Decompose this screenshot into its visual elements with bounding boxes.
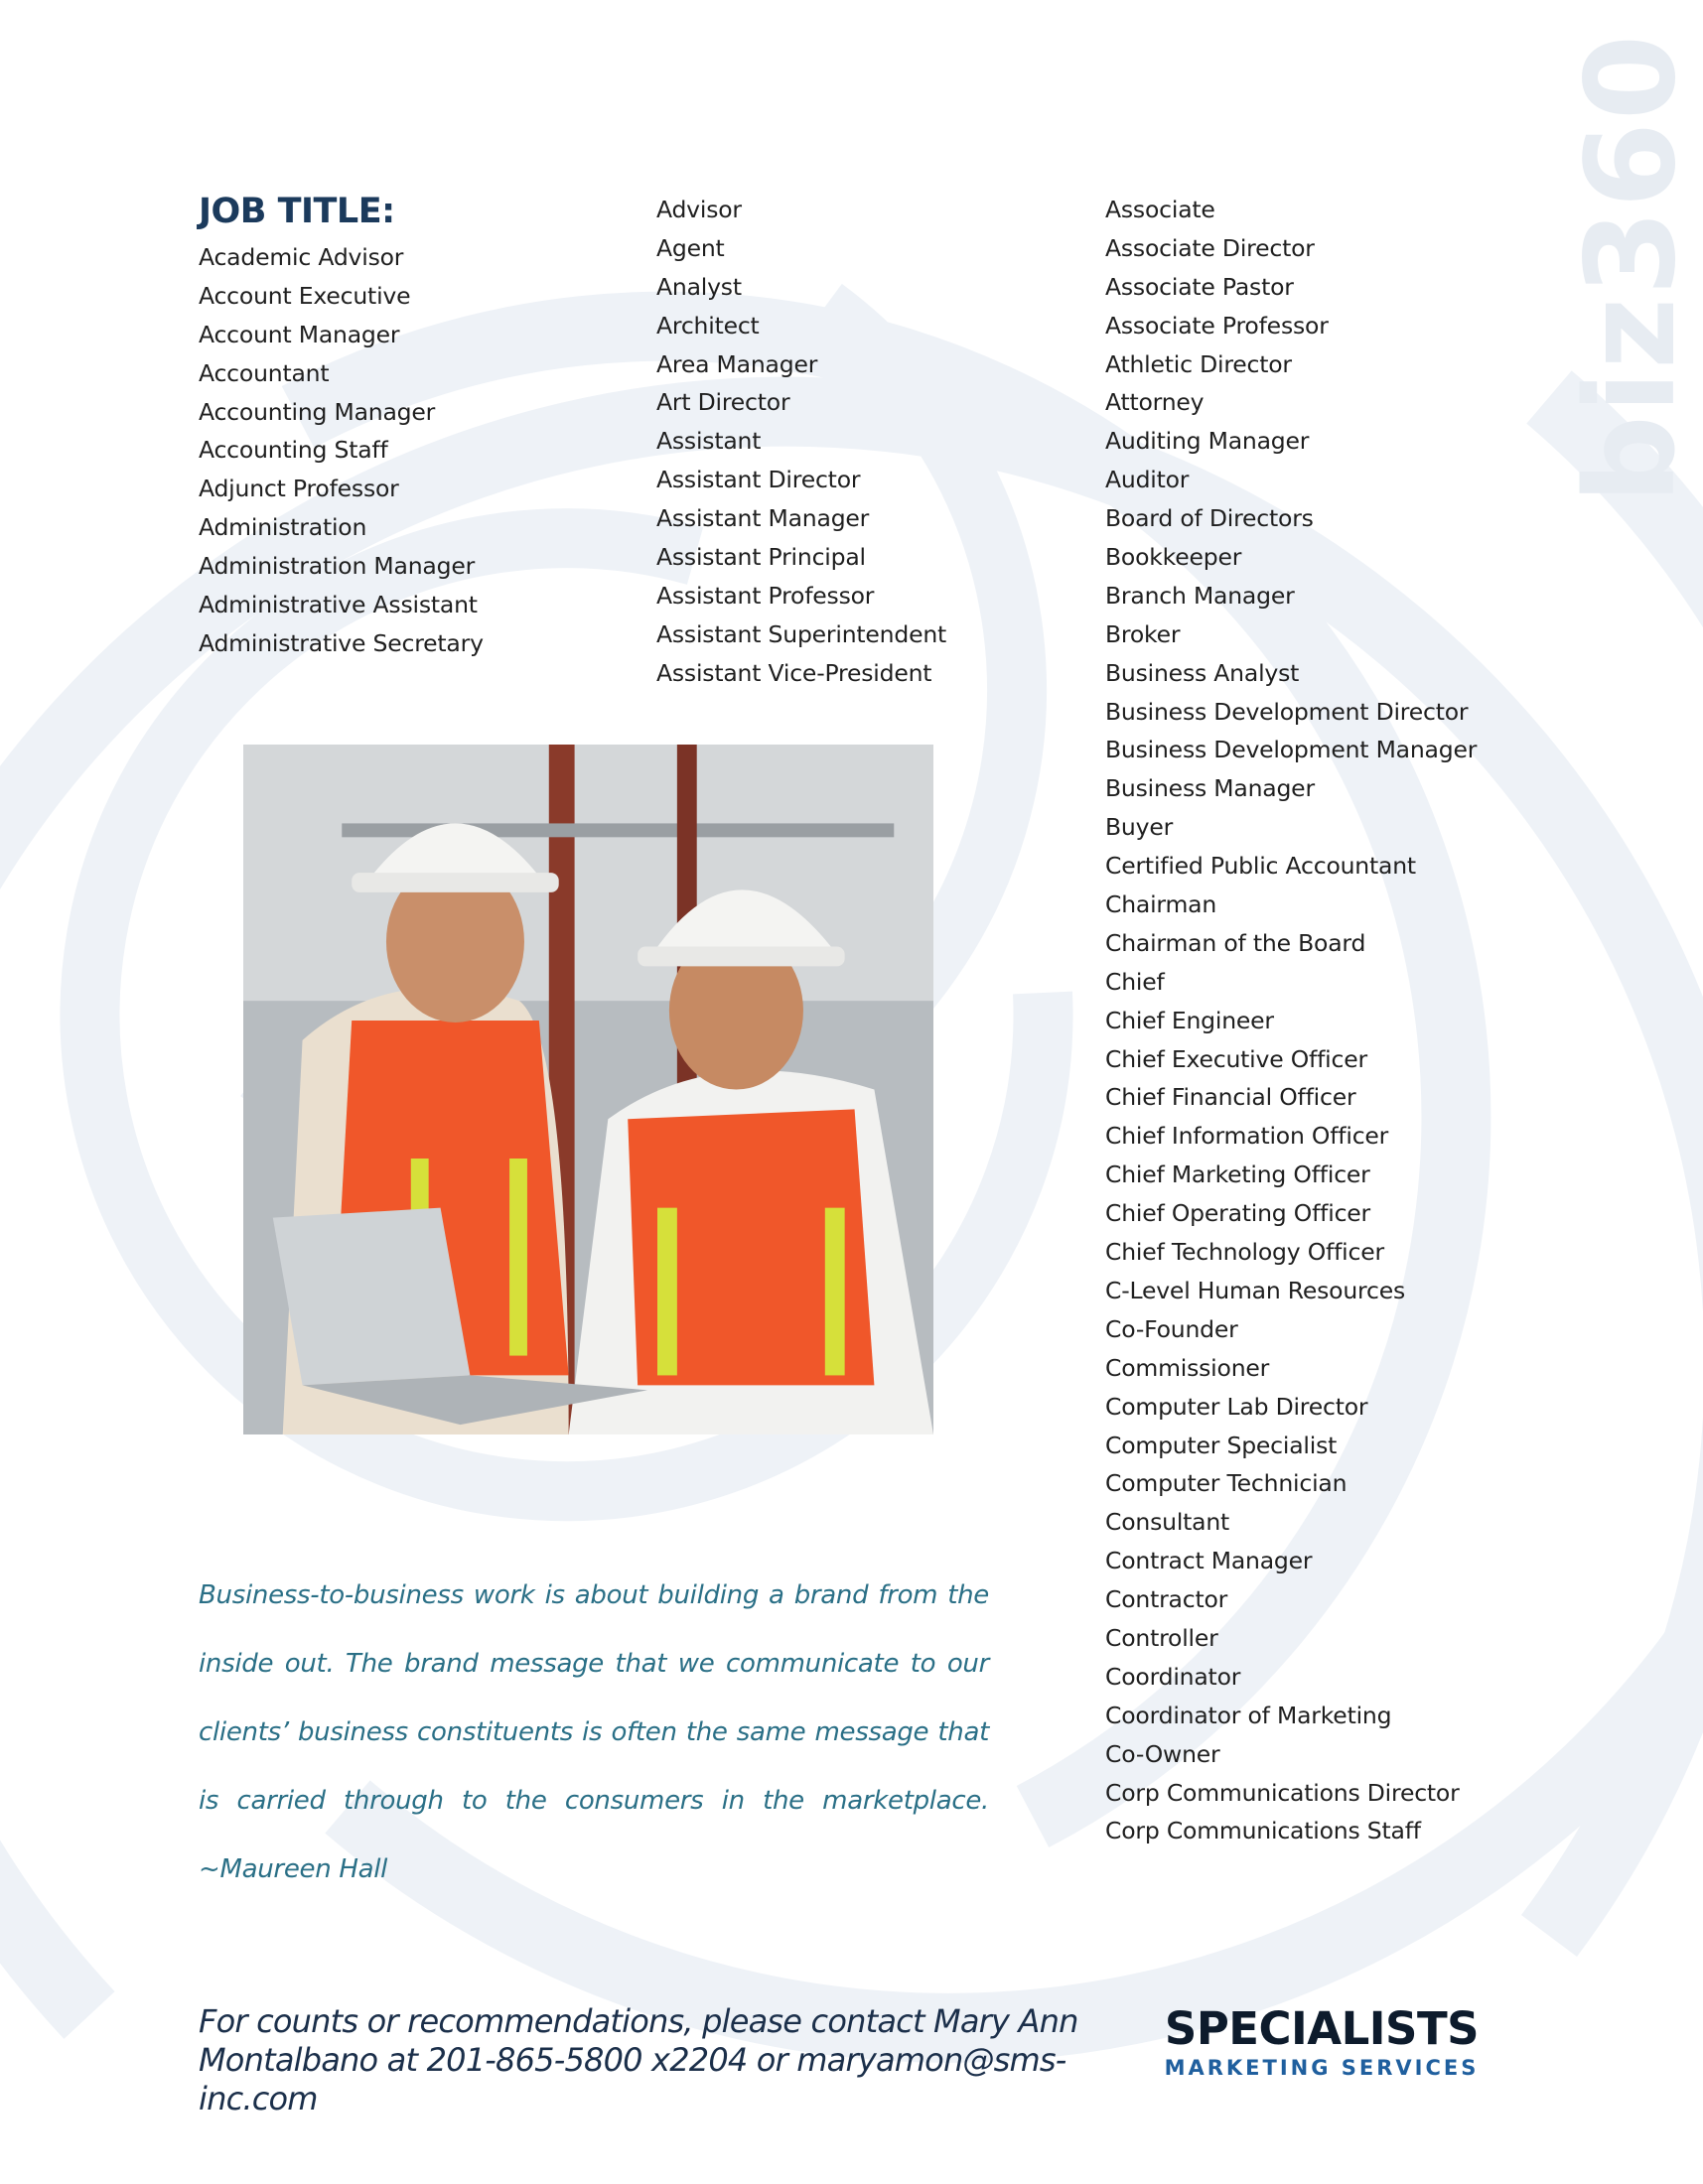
job-title-item: Assistant Superintendent — [656, 619, 947, 648]
job-title-item: Accounting Staff — [199, 436, 388, 465]
watermark-text: biz360 — [1559, 32, 1703, 504]
job-title-item: Controller — [1105, 1623, 1218, 1652]
job-title-item: Chief Marketing Officer — [1105, 1160, 1370, 1189]
job-title-item: Art Director — [656, 388, 790, 417]
job-title-item: Broker — [1105, 619, 1181, 648]
job-title-item: Consultant — [1105, 1508, 1230, 1537]
engineers-photo — [243, 745, 933, 1434]
job-title-item: Assistant — [656, 427, 762, 456]
job-title-item: Assistant Vice-President — [656, 658, 932, 687]
job-title-item: Corp Communications Director — [1105, 1778, 1460, 1807]
job-title-item: Architect — [656, 311, 760, 340]
testimonial-quote: Business-to-business work is about building a brand from the inside out. The brand message that we communicate to our clients’ business constituents is often the same message that is carried through to the consumers in the marketplace. ~Maureen Hall — [199, 1580, 989, 1884]
job-title-column-3 — [1105, 191, 1477, 1850]
job-title-item: C-Level Human Resources — [1105, 1276, 1406, 1304]
job-title-item: Bookkeeper — [1105, 543, 1242, 572]
job-title-item: Chief — [1105, 967, 1165, 996]
job-title-item: Coordinator — [1105, 1662, 1241, 1691]
job-title-column-2 — [656, 191, 946, 693]
job-title-item: Commissioner — [1105, 1353, 1270, 1382]
job-title-item: Chief Information Officer — [1105, 1122, 1389, 1151]
job-title-item: Chief Technology Officer — [1105, 1238, 1384, 1267]
job-title-item: Branch Manager — [1105, 581, 1295, 610]
biz360-watermark — [1559, 32, 1703, 504]
job-title-item: Analyst — [656, 272, 742, 301]
job-title-item: Chief Executive Officer — [1105, 1044, 1367, 1073]
job-title-item: Contract Manager — [1105, 1547, 1313, 1575]
job-title-item: Assistant Professor — [656, 581, 875, 610]
logo-tagline: MARKETING SERVICES — [1164, 2056, 1480, 2080]
job-title-list-3 — [1105, 191, 1477, 1850]
job-title-item: Assistant Manager — [656, 504, 870, 533]
contact-info — [199, 2002, 1092, 2118]
job-title-item: Account Manager — [199, 320, 400, 348]
job-title-item: Certified Public Accountant — [1105, 852, 1416, 881]
job-title-item: Area Manager — [656, 349, 818, 378]
job-title-item: Board of Directors — [1105, 504, 1314, 533]
job-title-list-1 — [199, 238, 484, 663]
job-title-item: Chairman — [1105, 890, 1217, 919]
job-title-item: Computer Lab Director — [1105, 1392, 1368, 1421]
job-title-item: Chief Financial Officer — [1105, 1083, 1356, 1112]
job-title-item: Administrative Assistant — [199, 591, 478, 619]
job-title-column-1 — [199, 191, 484, 663]
job-title-item: Business Development Manager — [1105, 736, 1478, 764]
job-title-heading: JOB TITLE: — [199, 192, 395, 231]
job-title-item: Account Executive — [199, 281, 411, 310]
contact-line-2: Montalbano at 201-865-5800 x2204 or maryamon@sms-inc.com — [199, 2041, 1066, 2117]
job-title-item: Administration Manager — [199, 552, 476, 581]
logo-wordmark: SPECIALISTS — [1164, 2002, 1480, 2055]
job-title-list-2 — [656, 191, 946, 693]
job-title-item: Buyer — [1105, 813, 1174, 842]
job-title-item: Associate Pastor — [1105, 272, 1294, 301]
job-title-item: Computer Technician — [1105, 1469, 1348, 1498]
contact-line-1: For counts or recommendations, please contact Mary Ann — [199, 2002, 1078, 2040]
job-title-item: Corp Communications Staff — [1105, 1817, 1421, 1845]
job-title-item: Co-Founder — [1105, 1314, 1238, 1343]
job-title-item: Business Manager — [1105, 774, 1315, 803]
job-title-item: Accounting Manager — [199, 397, 436, 426]
job-title-item: Adjunct Professor — [199, 475, 399, 503]
job-title-item: Administrative Secretary — [199, 628, 484, 657]
job-title-item: Co-Owner — [1105, 1739, 1220, 1768]
job-title-item: Chief Operating Officer — [1105, 1199, 1371, 1228]
job-title-item: Administration — [199, 513, 367, 542]
job-title-item: Chairman of the Board — [1105, 928, 1366, 957]
job-title-item: Attorney — [1105, 388, 1205, 417]
job-title-item: Auditing Manager — [1105, 427, 1310, 456]
job-title-item: Business Analyst — [1105, 658, 1300, 687]
job-title-item: Chief Engineer — [1105, 1006, 1274, 1034]
specialists-logo — [1147, 2002, 1496, 2083]
job-title-item: Coordinator of Marketing — [1105, 1701, 1392, 1729]
job-title-item: Assistant Director — [656, 466, 861, 494]
job-title-item: Athletic Director — [1105, 349, 1292, 378]
job-title-item: Contractor — [1105, 1585, 1228, 1614]
job-title-item: Accountant — [199, 358, 330, 387]
job-title-item: Advisor — [656, 196, 742, 223]
job-title-item: Associate Professor — [1105, 311, 1329, 340]
job-title-item: Agent — [656, 233, 725, 262]
job-title-item: Business Development Director — [1105, 697, 1469, 726]
job-title-item: Associate — [1105, 196, 1215, 223]
job-title-item: Assistant Principal — [656, 543, 866, 572]
job-title-item: Auditor — [1105, 466, 1190, 494]
job-title-item: Academic Advisor — [199, 243, 404, 271]
job-title-item: Computer Specialist — [1105, 1431, 1338, 1459]
job-title-item: Associate Director — [1105, 233, 1315, 262]
